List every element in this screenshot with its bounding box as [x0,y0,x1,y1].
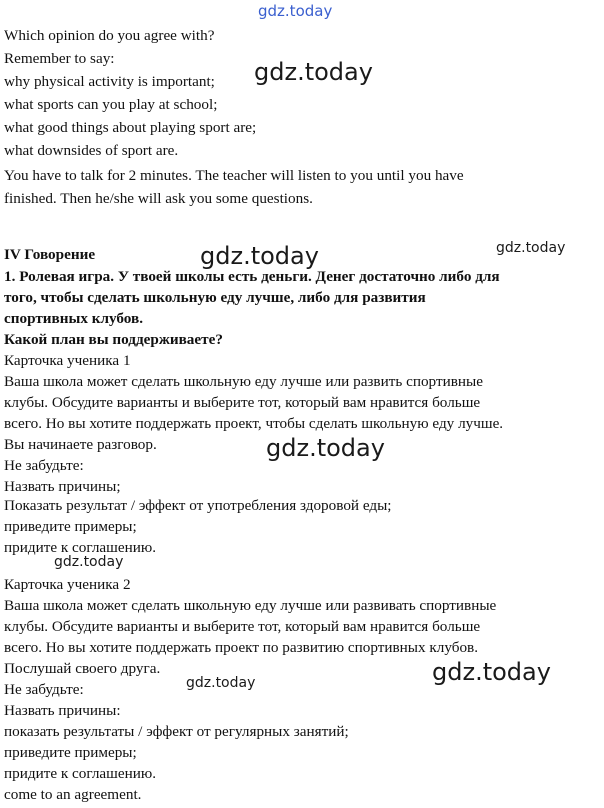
text-line: Не забудьте: [4,457,84,474]
text-line: показать результаты / эффект от регулярных занятий; [4,723,349,740]
text-line: приведите примеры; [4,744,137,761]
text-line: You have to talk for 2 minutes. The teacher will listen to you until you have [4,167,464,184]
text-line: Вы начинаете разговор. [4,436,157,453]
text-line: всего. Но вы хотите поддержать проект, чтобы сделать школьную еду лучше. [4,415,504,432]
watermark: gdz.today [432,658,551,686]
card-title: Карточка ученика 2 [4,576,131,593]
text-line: what sports can you play at school; [4,96,218,113]
text-line: why physical activity is important; [4,73,215,90]
text-line: Which opinion do you agree with? [4,27,215,44]
text-line: всего. Но вы хотите поддержать проект по развитию спортивных клубов. [4,639,479,656]
watermark: gdz.today [254,58,373,86]
task-line: 1. Ролевая игра. У твоей школы есть деньги. Денег достаточно либо для [4,268,500,285]
text-line: приведите примеры; [4,518,137,535]
text-line: Показать результат / эффект от употребления здоровой еды; [4,497,392,514]
text-line: Назвать причины; [4,478,121,495]
watermark: gdz.today [266,434,385,462]
text-line: клубы. Обсудите варианты и выберите тот, который вам нравится больше [4,618,481,635]
text-line: come to an agreement. [4,786,142,803]
text-line: Ваша школа может сделать школьную еду лучше или развить спортивные [4,373,483,390]
task-line: спортивных клубов. [4,310,144,327]
text-line: Не забудьте: [4,681,84,698]
text-line: finished. Then he/she will ask you some questions. [4,190,313,207]
text-line: Назвать причины: [4,702,121,719]
section-heading: IV Говорение [4,246,96,263]
watermark: gdz.today [496,240,566,256]
watermark-top: gdz.today [258,2,333,20]
watermark: gdz.today [200,242,319,270]
text-line: Ваша школа может сделать школьную еду лучше или развивать спортивные [4,597,497,614]
text-line: клубы. Обсудите варианты и выберите тот, который вам нравится больше [4,394,481,411]
text-line: what downsides of sport are. [4,142,179,159]
watermark: gdz.today [186,675,256,691]
text-line: придите к соглашению. [4,765,157,782]
watermark: gdz.today [54,554,124,570]
text-line: Remember to say: [4,50,115,67]
card-title: Карточка ученика 1 [4,352,131,369]
task-line: Какой план вы поддерживаете? [4,331,223,348]
task-line: того, чтобы сделать школьную еду лучше, либо для развития [4,289,426,306]
text-line: Послушай своего друга. [4,660,161,677]
text-line: придите к соглашению. [4,539,157,556]
text-line: what good things about playing sport are; [4,119,257,136]
